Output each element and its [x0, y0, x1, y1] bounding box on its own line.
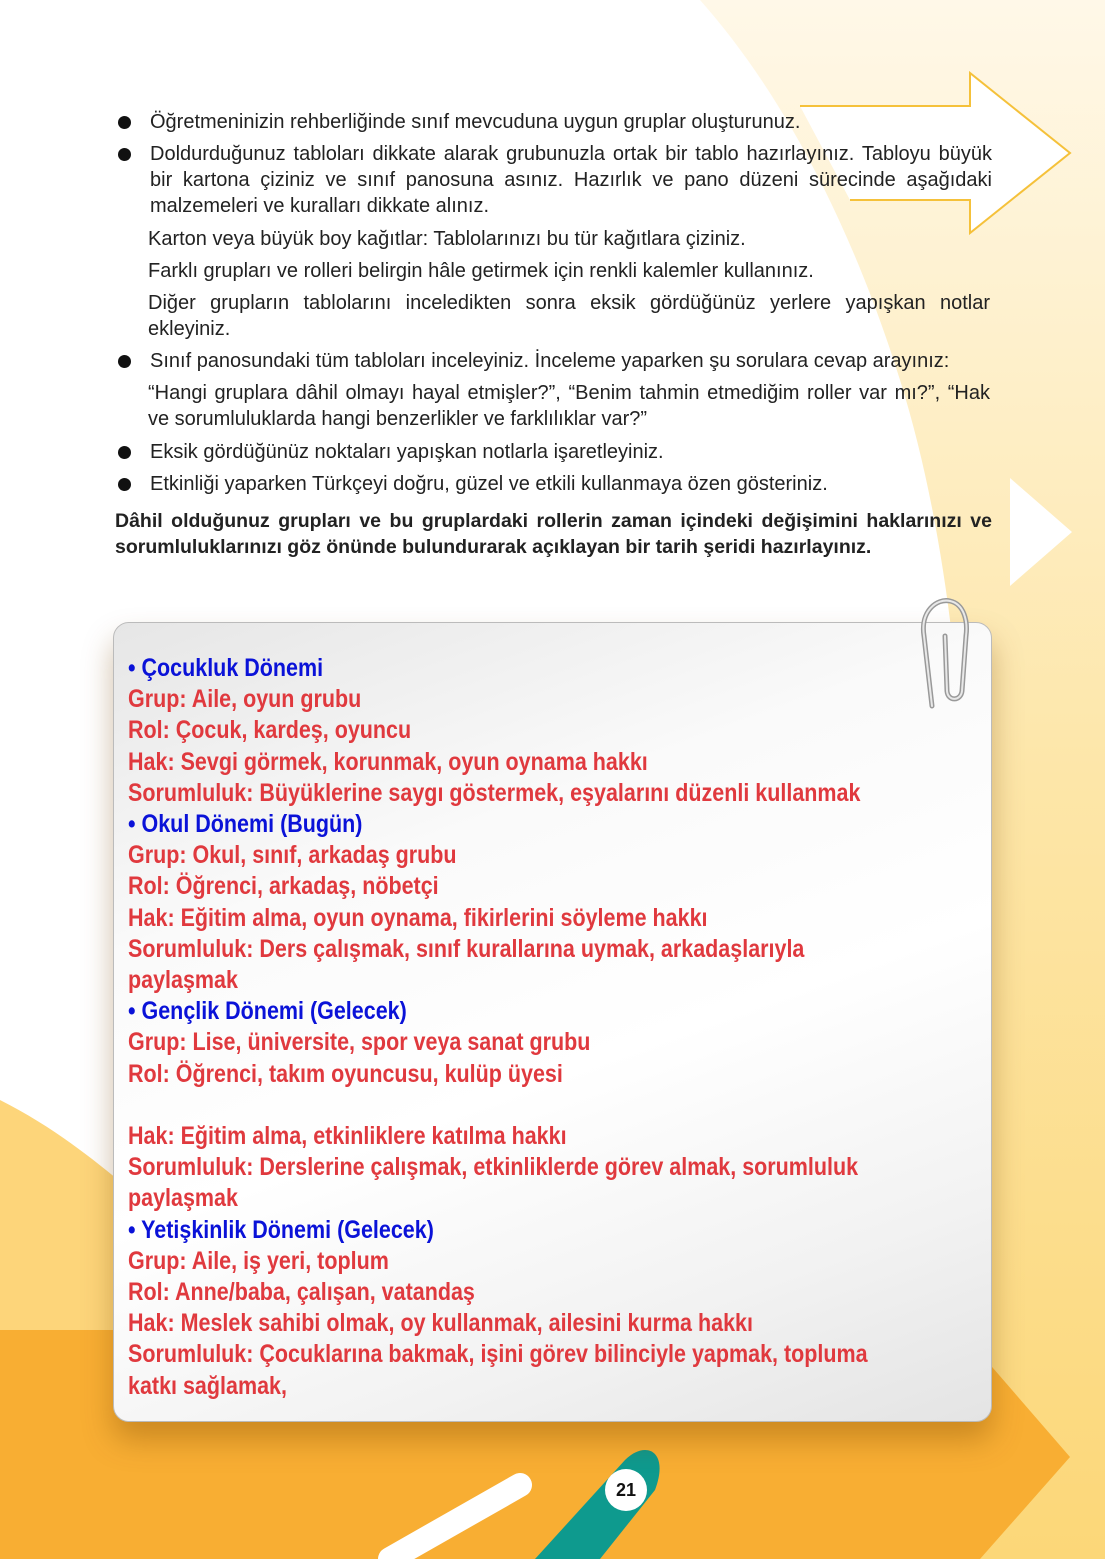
bullet-icon [118, 116, 131, 129]
card-line: paylaşmak [128, 966, 238, 994]
card-line: Hak: Sevgi görmek, korunmak, oyun oynama hakkı [128, 747, 648, 776]
instruction-text: “Hangi gruplara dâhil olmayı hayal etmişler?”, “Benim tahmin etmediğim roller var mı?”, “Hak ve sorumluluklarda hangi benzerlikler ve farklılıklar var?” [148, 382, 990, 430]
card-line: Sorumluluk: Büyüklerine saygı göstermek, eşyalarını düzenli kullanmak [128, 778, 861, 807]
card-line: Grup: Aile, oyun grubu [128, 685, 362, 714]
instruction-text: Etkinliği yaparken Türkçeyi doğru, güzel ve etkili kullanmaya özen gösteriniz. [150, 473, 828, 495]
period-heading: • Gençlik Dönemi (Gelecek) [128, 997, 407, 1026]
card-line: Rol: Öğrenci, takım oyuncusu, kulüp üyesi [128, 1059, 563, 1088]
period-heading: • Yetişkinlik Dönemi (Gelecek) [128, 1215, 434, 1244]
card-line: Hak: Eğitim alma, oyun oynama, fikirlerini söyleme hakkı [128, 903, 708, 932]
paperclip-icon [912, 596, 972, 718]
card-line: Grup: Lise, üniversite, spor veya sanat grubu [128, 1028, 591, 1057]
instruction-text: Sınıf panosundaki tüm tabloları inceleyiniz. İnceleme yaparken şu sorulara cevap arayınız: [150, 350, 950, 372]
card-line: Sorumluluk: Ders çalışmak, sınıf kurallarına uymak, arkadaşlarıyla [128, 934, 805, 963]
page-number: 21 [605, 1469, 647, 1511]
card-line: Rol: Öğrenci, arkadaş, nöbetçi [128, 872, 439, 901]
period-heading: • Okul Dönemi (Bugün) [128, 810, 363, 838]
instruction-text: Farklı grupları ve rolleri belirgin hâle getirmek için renkli kalemler kullanınız. [148, 260, 814, 282]
card-line: paylaşmak [128, 1184, 238, 1213]
card-line: Sorumluluk: Çocuklarına bakmak, işini görev bilinciyle yapmak, topluma [128, 1340, 868, 1369]
period-heading: • Çocukluk Dönemi [128, 654, 324, 682]
card-line: Rol: Çocuk, kardeş, oyuncu [128, 716, 412, 745]
instruction-text: Eksik gördüğünüz noktaları yapışkan notlarla işaretleyiniz. [150, 441, 664, 463]
card-line: Grup: Aile, iş yeri, toplum [128, 1246, 389, 1275]
card-line: Sorumluluk: Derslerine çalışmak, etkinliklerde görev almak, sorumluluk [128, 1153, 859, 1182]
instruction-text: Diğer grupların tablolarını inceledikten sonra eksik gördüğünüz yerlere yapışkan notlar ekleyiniz. [148, 292, 990, 340]
instruction-text: Öğretmeninizin rehberliğinde sınıf mevcuduna uygun gruplar oluşturunuz. [150, 111, 801, 133]
instruction-text: Karton veya büyük boy kağıtlar: Tablolarınızı bu tür kağıtlara çiziniz. [148, 228, 746, 250]
card-line: katkı sağlamak, [128, 1371, 287, 1400]
card-line: Hak: Meslek sahibi olmak, oy kullanmak, ailesini kurma hakkı [128, 1309, 753, 1338]
task-text: Dâhil olduğunuz grupları ve bu gruplardaki rollerin zaman içindeki değişimini haklarınızı ve sorumluluklarınızı göz önünde bulundurarak açıklayan bir tarih şeridi hazırlayınız. [115, 510, 992, 558]
card-line: Hak: Eğitim alma, etkinliklere katılma hakkı [128, 1122, 567, 1150]
card-line: Grup: Okul, sınıf, arkadaş grubu [128, 841, 457, 870]
bullet-icon [118, 148, 131, 161]
instruction-text: Doldurduğunuz tabloları dikkate alarak grubunuzla ortak bir tablo hazırlayınız. Tabloyu büyük bir kartona çiziniz ve sınıf panosuna asınız. Hazırlık ve pano düzeni sürecinde aşağıdaki malzemeleri ve kuralları dikkate alınız. [150, 143, 992, 217]
bullet-icon [118, 355, 131, 368]
bullet-icon [118, 478, 131, 491]
card-line: Rol: Anne/baba, çalışan, vatandaş [128, 1278, 475, 1306]
bullet-icon [118, 446, 131, 459]
